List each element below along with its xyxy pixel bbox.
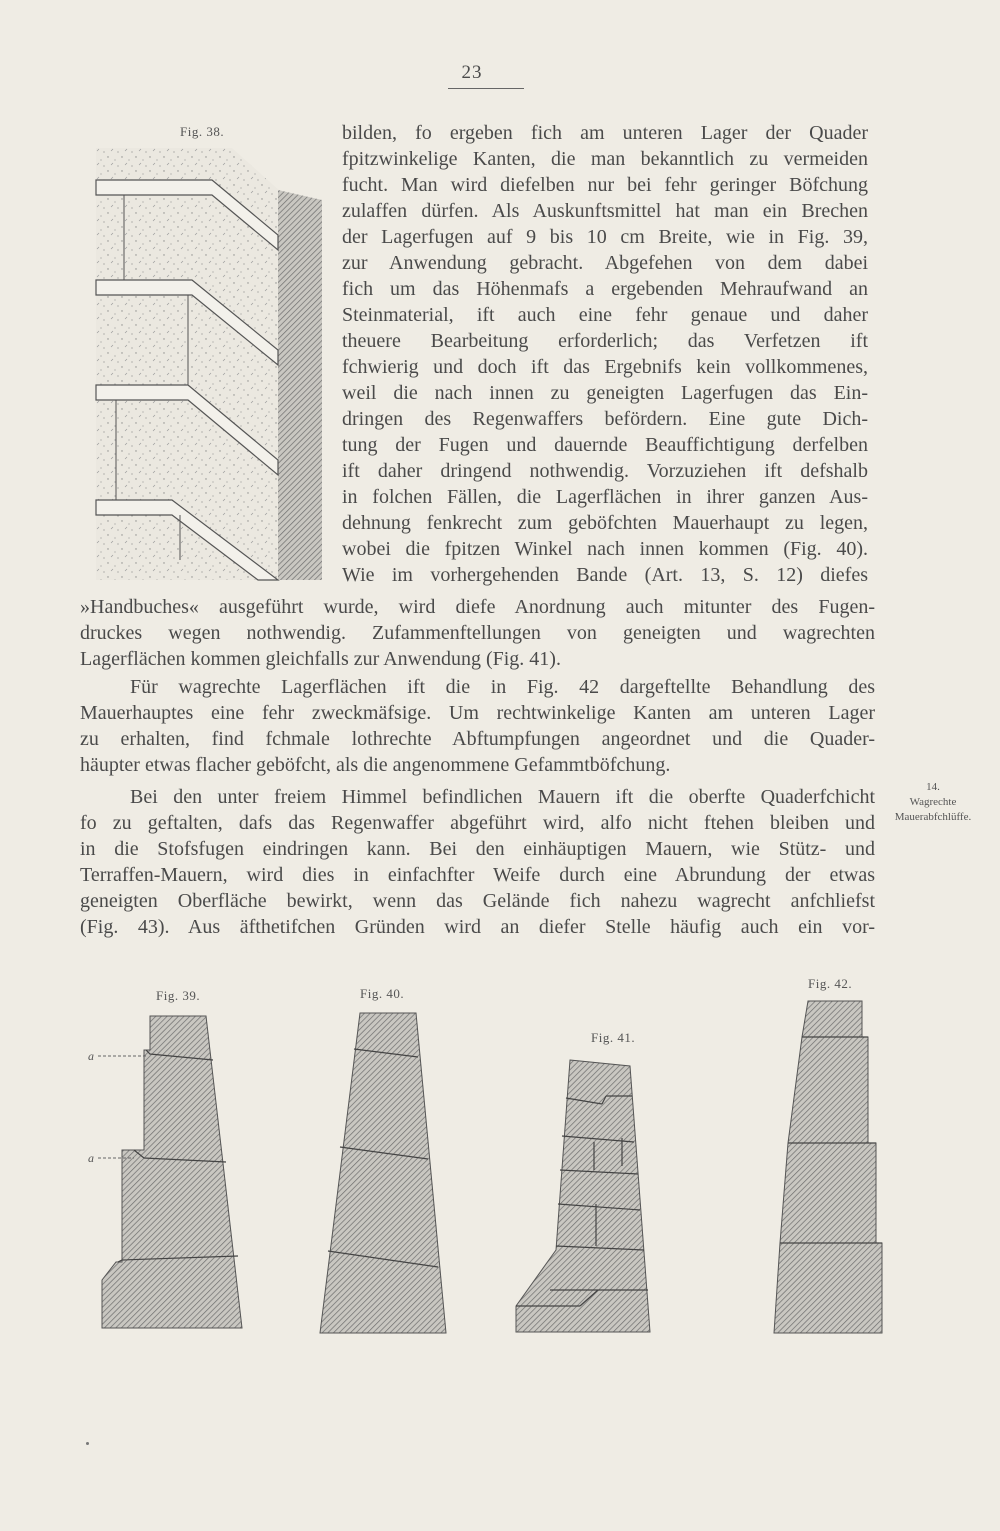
body-text-line: Für wagrechte Lagerflächen ift die in Fig. 42 dargeftellte Behandlung des [130, 676, 875, 698]
body-text-line: fich um das Höhenmafs a ergebenden Mehraufwand an [342, 278, 868, 300]
page-number-rule [448, 88, 524, 89]
fig39-label-a: a [88, 1151, 94, 1165]
body-text-line: Wie im vorhergehenden Bande (Art. 13, S. 12) diefes [342, 564, 868, 586]
body-text-line: zulaffen dürfen. Als Auskunftsmittel hat man ein Brechen [342, 200, 868, 222]
body-text-line: Lagerflächen kommen gleichfalls zur Anwendung (Fig. 41). [80, 648, 561, 670]
body-text-line: fpitzwinkelige Kanten, die man bekanntlich zu vermeiden [342, 148, 868, 170]
figure-caption-40: Fig. 40. [360, 986, 405, 1001]
body-text-line: Mauerhauptes eine fehr zweckmäfsige. Um rechtwinkelige Kanten am unteren Lager [80, 702, 875, 724]
body-text-line: fo zu geftalten, dafs das Regenwaffer abgeführt wird, alfo nicht ftehen bleiben und [80, 812, 875, 834]
figure-41-illustration [510, 1050, 670, 1340]
body-text-line: in die Stofsfugen eindringen kann. Bei den einhäuptigen Mauern, wie Stütz- und [80, 838, 875, 860]
figure-caption-38: Fig. 38. [180, 124, 225, 139]
body-text-line: weil die nach innen zu geneigten Lagerfugen das Ein- [342, 382, 868, 404]
margin-note-line2: Mauerabfchlüffe. [894, 811, 972, 823]
margin-note-line1: Wagrechte [909, 796, 957, 808]
body-text-line: häupter etwas flacher geböfcht, als die angenommene Gefammtböfchung. [80, 754, 671, 776]
body-text-line: »Handbuches« ausgeführt wurde, wird diefe Anordnung auch mitunter des Fugen- [80, 596, 875, 618]
margin-note-number: 14. [926, 781, 940, 793]
figure-38-illustration [92, 140, 322, 580]
body-text-line: theuere Bearbeitung erforderlich; das Verfetzen ift [342, 330, 868, 352]
figure-caption-39: Fig. 39. [156, 988, 201, 1003]
body-text-line: (Fig. 43). Aus äfthetifchen Gründen wird an diefer Stelle häufig auch ein vor- [80, 916, 875, 938]
page-number: 23 [461, 62, 483, 83]
body-text-line: tung der Fugen und dauernde Beauffichtigung derfelben [342, 434, 868, 456]
body-text-line: ift daher dringend nothwendig. Vorzuziehen ift defshalb [342, 460, 868, 482]
fig39-label-a: a [88, 1049, 94, 1063]
body-text-line: Bei den unter freiem Himmel befindlichen Mauern ift die oberfte Quaderfchicht [130, 786, 875, 808]
body-text-line: Terraffen-Mauern, wird dies in einfachfter Weife durch eine Abrundung der etwas [80, 864, 875, 886]
body-text-line: zu erhalten, find fchmale lothrechte Abftumpfungen angeordnet und die Quader- [80, 728, 875, 750]
body-text-line: bilden, fo ergeben fich am unteren Lager der Quader [342, 122, 868, 144]
body-text-line: dringen des Regenwaffers befördern. Eine gute Dich- [342, 408, 868, 430]
body-text-line: dehnung fenkrecht zum geböfchten Mauerhaupt zu legen, [342, 512, 868, 534]
body-text-line: druckes wegen nothwendig. Zufammenftellungen von geneigten und wagrechten [80, 622, 875, 644]
body-text-line: fucht. Man wird diefelben nur bei fehr geringer Böfchung [342, 174, 868, 196]
body-text-line: wobei die fpitzen Winkel nach innen kommen (Fig. 40). [342, 538, 868, 560]
paper-speck [86, 1442, 89, 1445]
body-text-line: in folchen Fällen, die Lagerflächen in ihrer ganzen Aus- [342, 486, 868, 508]
body-text-line: Steinmaterial, ift auch eine fehr genaue und daher [342, 304, 868, 326]
body-text-line: der Lagerfugen auf 9 bis 10 cm Breite, wie in Fig. 39, [342, 226, 868, 248]
figure-40-illustration [310, 1005, 460, 1340]
body-text-line: fchwierig und doch ift das Ergebnifs kein vollkommenes, [342, 356, 868, 378]
figure-caption-41: Fig. 41. [591, 1030, 636, 1045]
figure-caption-42: Fig. 42. [808, 976, 853, 991]
margin-note [878, 780, 988, 825]
figure-39-illustration [88, 1010, 288, 1340]
figure-42-illustration [770, 995, 900, 1340]
body-text-line: zur Anwendung gebracht. Abgefehen von dem dabei [342, 252, 868, 274]
body-text-line: geneigten Oberfläche bewirkt, wenn das Gelände fich nahezu wagrecht anfchliefst [80, 890, 875, 912]
